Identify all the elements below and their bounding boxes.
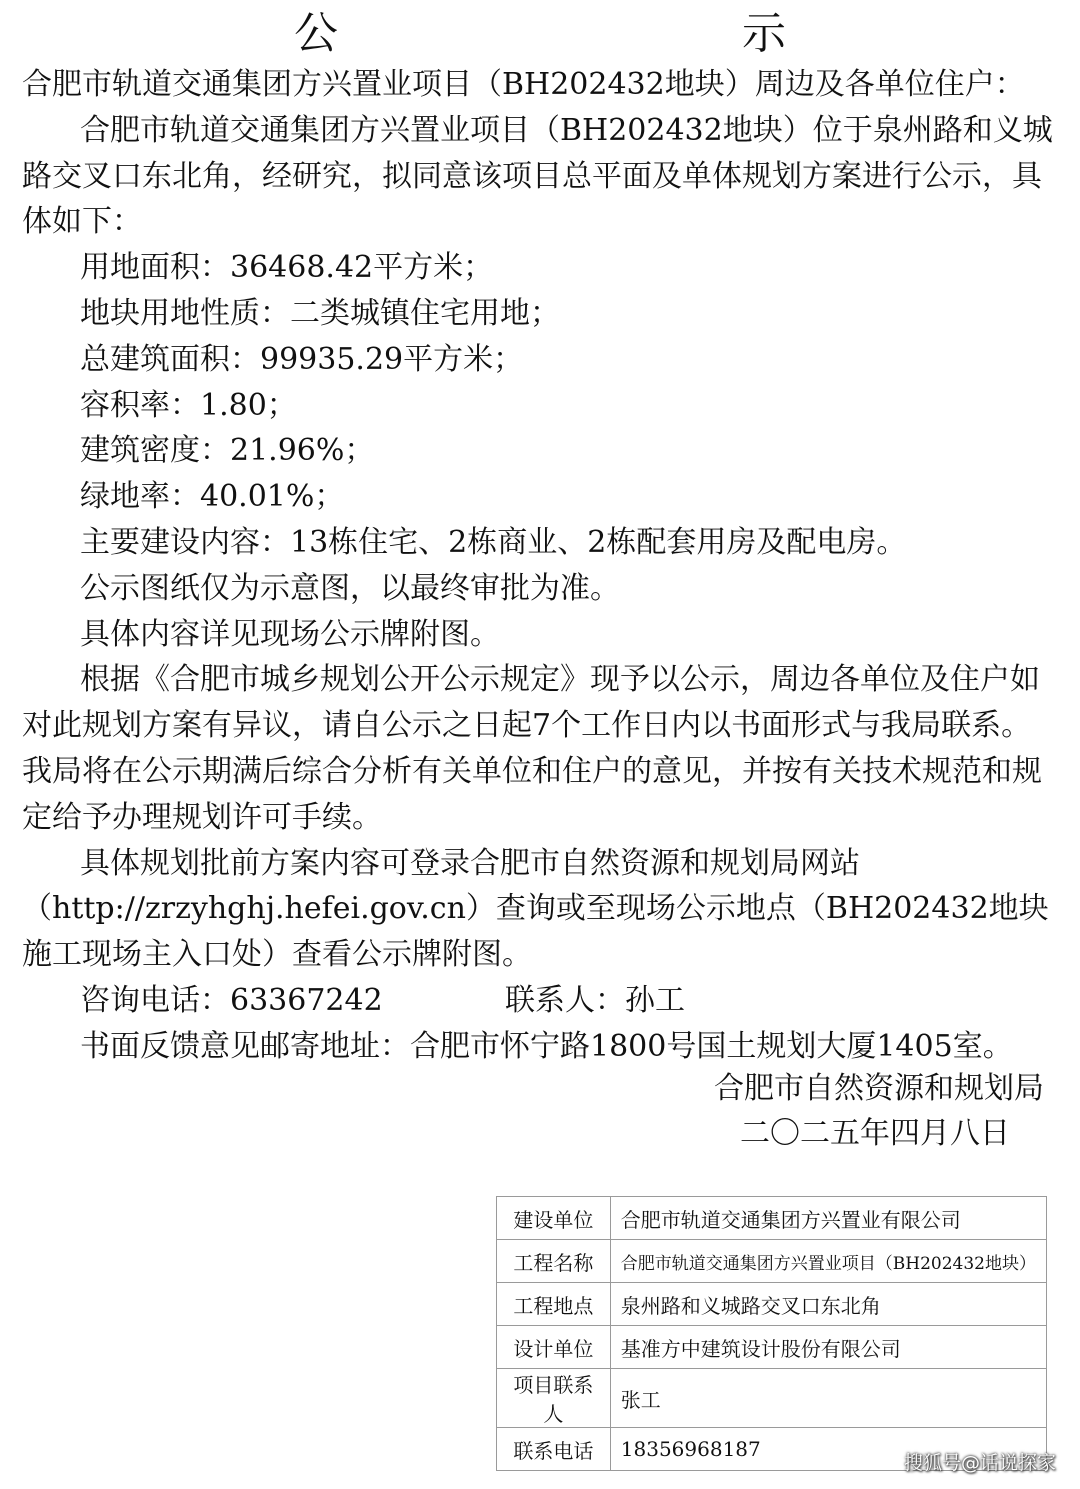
- salutation: 合肥市轨道交通集团方兴置业项目（BH202432地块）周边及各单位住户：: [22, 67, 1025, 102]
- row-label: 设计单位: [497, 1326, 611, 1369]
- notice-title: 公 示: [294, 8, 966, 59]
- row-label: 工程地点: [497, 1283, 611, 1326]
- item-land-area: 用地面积：36468.42平方米；: [80, 250, 494, 286]
- item-details-note: 具体内容详见现场公示牌附图。: [80, 616, 500, 652]
- row-value: 合肥市轨道交通集团方兴置业有限公司: [610, 1197, 1046, 1240]
- table-row: [497, 1326, 1047, 1369]
- row-value: 基准方中建筑设计股份有限公司: [610, 1326, 1046, 1369]
- row-label: 建设单位: [497, 1197, 611, 1240]
- row-value: 18356968187: [610, 1428, 1046, 1471]
- signature-block: [714, 1066, 1044, 1156]
- row-label: 工程名称: [497, 1240, 611, 1283]
- source-watermark: 搜狐号@话说探家: [903, 1452, 1056, 1474]
- table-row: [497, 1197, 1047, 1240]
- item-land-use: 地块用地性质：二类城镇住宅用地；: [80, 295, 560, 331]
- consult-phone: 咨询电话：63367242: [80, 982, 383, 1018]
- item-building-density: 建筑密度：21.96%；: [80, 433, 375, 469]
- table-row: [497, 1283, 1047, 1326]
- item-main-content: 主要建设内容：13栋住宅、2栋商业、2栋配套用房及配电房。: [80, 524, 907, 560]
- contact-person: 联系人：孙工: [505, 982, 685, 1018]
- intro-paragraph: 合肥市轨道交通集团方兴置业项目（BH202432地块）位于泉州路和义城路交叉口东北角，经研究，拟同意该项目总平面及单体规划方案进行公示，具体如下：: [22, 112, 1053, 240]
- row-label: 项目联系人: [497, 1369, 611, 1428]
- issue-date: 二〇二五年四月八日: [740, 1116, 1010, 1151]
- row-value: 泉州路和义城路交叉口东北角: [610, 1283, 1046, 1326]
- item-total-floor-area: 总建筑面积：99935.29平方米；: [80, 341, 524, 377]
- website-paragraph: 具体规划批前方案内容可登录合肥市自然资源和规划局网站（http://zrzyhghj.hefei.gov.cn）查询或至现场公示地点（BH202432地块施工现场主入口处）查看公示牌附图。: [22, 845, 1049, 973]
- project-info-table: [496, 1196, 1047, 1471]
- mailing-address: 书面反馈意见邮寄地址：合肥市怀宁路1800号国土规划大厦1405室。: [80, 1028, 1013, 1064]
- row-label: 联系电话: [497, 1428, 611, 1471]
- issuing-organization: 合肥市自然资源和规划局: [714, 1071, 1044, 1106]
- row-value: 张工: [610, 1369, 1046, 1428]
- table-row: [497, 1240, 1047, 1283]
- contact-row: [22, 978, 1056, 1024]
- table-row: [497, 1369, 1047, 1428]
- item-plot-ratio: 容积率：1.80；: [80, 387, 297, 423]
- notice-body: [22, 62, 1056, 1070]
- item-drawing-note: 公示图纸仅为示意图，以最终审批为准。: [80, 570, 620, 606]
- objection-paragraph: 根据《合肥市城乡规划公开公示规定》现予以公示，周边各单位及住户如对此规划方案有异议，请自公示之日起7个工作日内以书面形式与我局联系。我局将在公示期满后综合分析有关单位和住户的意见，并按有关技术规范和规定给予办理规划许可手续。: [22, 662, 1042, 835]
- item-green-ratio: 绿地率：40.01%；: [80, 479, 345, 515]
- row-value: 合肥市轨道交通集团方兴置业项目（BH202432地块）: [610, 1240, 1046, 1283]
